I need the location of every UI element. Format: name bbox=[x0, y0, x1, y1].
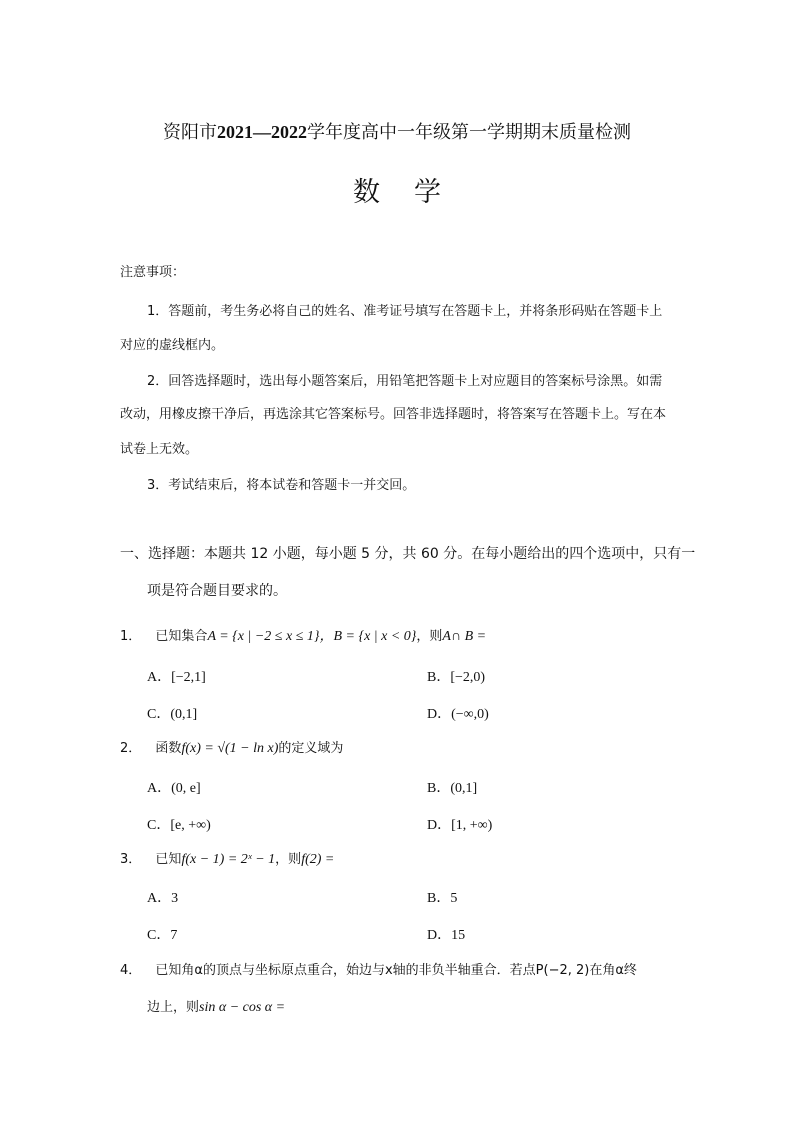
intersection-expression: A∩ B = bbox=[442, 629, 487, 644]
q2-option-d: D．[1, +∞) bbox=[427, 818, 493, 833]
q3-option-b: B．5 bbox=[427, 891, 458, 906]
title-prefix: 资阳市 bbox=[163, 122, 217, 143]
trig-expression: sin α − cos α = bbox=[199, 1000, 286, 1015]
question-4-line-2 bbox=[147, 998, 285, 1018]
question-ask: 的定义域为 bbox=[278, 741, 344, 756]
set-definition: A = {x | −2 ≤ x ≤ 1}，B = {x | x < 0} bbox=[207, 629, 417, 644]
question-2-stem bbox=[120, 739, 343, 759]
q3-option-d: D．15 bbox=[427, 928, 466, 943]
notice-item-1-line-1: 1．答题前，考生务必将自己的姓名、准考证号填写在答题卡上，并将条形码贴在答题卡上 bbox=[147, 304, 663, 319]
notice-item-1-line-2: 对应的虚线框内。 bbox=[120, 338, 225, 353]
q2-option-a: A．(0, e] bbox=[147, 781, 201, 796]
exam-title bbox=[0, 118, 794, 144]
question-text-line-1: 已知角α的顶点与坐标原点重合，始边与x轴的非负半轴重合．若点P(−2, 2)在角α终 bbox=[155, 963, 637, 978]
q1-option-b: B．[−2,0) bbox=[427, 670, 486, 685]
question-text: 已知集合 bbox=[155, 629, 208, 644]
section-1-line-1: 一、选择题：本题共 12 小题，每小题 5 分，共 60 分。在每小题给出的四个选项中，只有一 bbox=[120, 546, 696, 562]
q1-option-a: A．[−2,1] bbox=[147, 670, 206, 685]
function-definition: f(x − 1) = 2ˣ − 1 bbox=[181, 852, 276, 867]
question-number: 2． bbox=[120, 741, 142, 756]
q2-option-c: C．[e, +∞) bbox=[147, 818, 211, 833]
question-text: 已知 bbox=[155, 852, 182, 867]
question-ask: ，则 bbox=[275, 852, 302, 867]
question-text-line-2: 边上，则 bbox=[147, 1000, 200, 1015]
function-definition: f(x) = √(1 − ln x) bbox=[181, 741, 279, 756]
q1-option-c: C．(0,1] bbox=[147, 707, 198, 722]
title-years: 2021—2022 bbox=[217, 122, 307, 142]
question-3-stem bbox=[120, 850, 334, 870]
notice-item-3: 3．考试结束后，将本试卷和答题卡一并交回。 bbox=[147, 478, 416, 493]
question-ask: ，则 bbox=[416, 629, 443, 644]
q3-option-c: C．7 bbox=[147, 928, 178, 943]
notice-heading: 注意事项： bbox=[120, 265, 186, 280]
question-1-stem bbox=[120, 627, 486, 647]
notice-item-2-line-2: 改动，用橡皮擦干净后，再选涂其它答案标号。回答非选择题时，将答案写在答题卡上。写在本 bbox=[120, 407, 667, 422]
section-1-line-2: 项是符合题目要求的。 bbox=[147, 583, 287, 599]
notice-item-2-line-1: 2．回答选择题时，选出每小题答案后，用铅笔把答题卡上对应题目的答案标号涂黑。如需 bbox=[147, 374, 663, 389]
question-text: 函数 bbox=[155, 741, 182, 756]
notice-item-2-line-3: 试卷上无效。 bbox=[120, 442, 199, 457]
q1-option-d: D．(−∞,0) bbox=[427, 707, 489, 722]
subject-title: 数学 bbox=[353, 177, 475, 208]
question-4-stem bbox=[120, 961, 637, 981]
q2-option-b: B．(0,1] bbox=[427, 781, 478, 796]
title-suffix: 学年度高中一年级第一学期期末质量检测 bbox=[307, 122, 631, 143]
question-number: 1． bbox=[120, 629, 142, 644]
question-number: 3． bbox=[120, 852, 142, 867]
q3-option-a: A．3 bbox=[147, 891, 179, 906]
question-number: 4． bbox=[120, 963, 142, 978]
function-value-expression: f(2) = bbox=[301, 852, 335, 867]
